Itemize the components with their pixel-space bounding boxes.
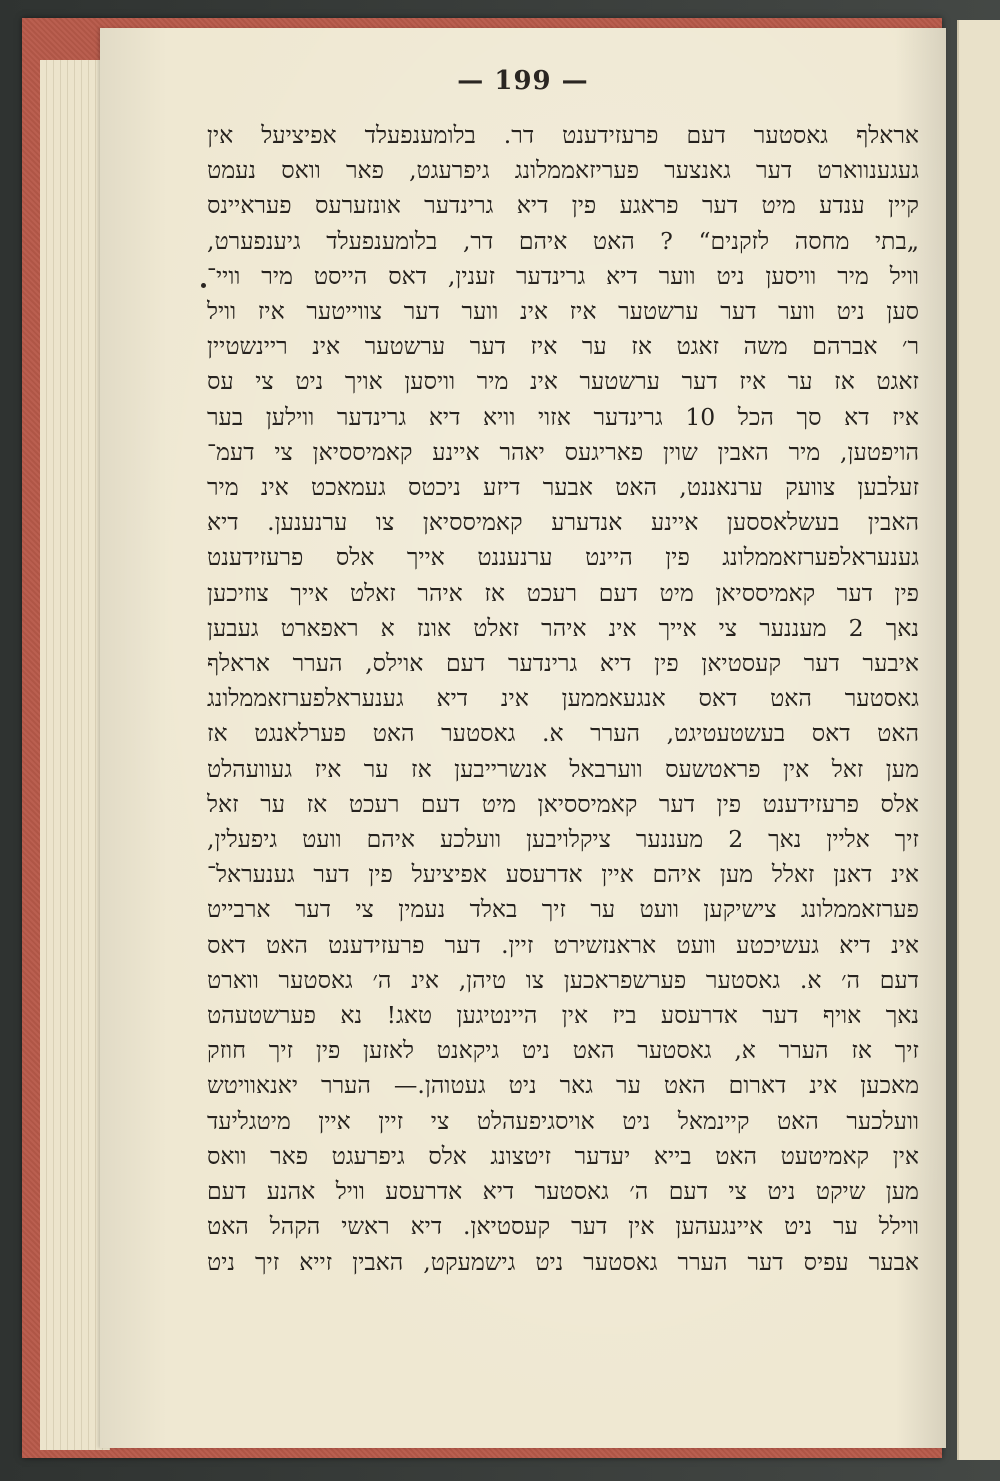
text-line: נאך אויף דער אדרעסע ביז אין היינטיגען טאג! נא פערשטעהט <box>207 1001 919 1030</box>
text-line: האט דאס בעשטעטיגט, הערר א. גאסטער האט פערלאנגט אז <box>207 719 919 748</box>
text-line: ווילל ער ניט איינגעהען אין דער קעסטיאן. דיא ראשי הקהל האט <box>207 1212 919 1241</box>
text-line: פערזאממלונג צישיקען וועט ער זיך באלד נעמין צי דער ארבייט <box>207 895 919 924</box>
text-line: איז דא סך הכל 10 גרינדער אזוי וויא דיא גרינדער ווילען בער <box>207 402 919 431</box>
text-line: אראלף גאסטער דעם פרעזידענט דר. בלומענפעלד אפיציעל אין <box>207 121 919 149</box>
text-line: אבער עפיס דער הערר גאסטער ניט גישמעקט, האבין זייא זיך ניט <box>207 1247 919 1276</box>
text-line: אלס פרעזידענט פין דער קאמיססיאן מיט דעם רעכט אז ער זאל <box>207 789 919 818</box>
text-line: נאך 2 מעננער צי אייך אינ איהר זאלט אונז א ראפארט געבען <box>207 613 919 642</box>
text-line: דעם ה׳ א. גאסטער פערשפראכען צו טיהן, אינ ה׳ גאסטער ווארט <box>207 965 919 994</box>
text-line: זיך אז הערר א, גאסטער האט ניט גיקאנט לאזען פין זיך חוזק <box>207 1036 919 1065</box>
text-line: איבער דער קעסטיאן פין דיא גרינדער דעם אוילס, הערר אראלף <box>207 649 919 678</box>
text-line: גענעראלפערזאממלונג פין היינט ערנעננט אייך אלס פרעזידענט <box>207 543 919 572</box>
text-line: „בתי מחסה לזקנים“ ? האט איהם דר, בלומענפעלד גיענפערט, <box>207 226 919 255</box>
page-number: — 199 — <box>457 66 589 96</box>
text-line: הויפטען, מיר האבין שוין פאריגעס יאהר איינע קאמיססיאן צי דעמ־ <box>207 437 919 466</box>
text-line: האבין בעשלאססען איינע אנדערע קאמיססיאן צו ערנענען. דיא <box>207 508 919 537</box>
text-line: אין קאמיטעט האט בייא יעדער זיטצונג אלס גיפרעגט פאר וואס <box>207 1141 919 1170</box>
text-line: געגענווארט דער גאנצער פעריזאממלונג גיפרעגט, פאר וואס נעמט <box>207 156 919 185</box>
text-line: מען שיקט ניט צי דעם ה׳ גאסטער דיא אדרעסע וויל אהנע דעם <box>207 1177 919 1206</box>
facing-page-edge <box>957 20 1000 1460</box>
text-line: אינ דאנן זאלל מען איהם איין אדרעסע אפיציעל פין דער גענעראל־ <box>207 860 919 889</box>
text-line: ר׳ אברהם משה זאגט אז ער איז דער ערשטער אינ ריינשטיין <box>207 332 919 361</box>
text-line: קיין ענדע מיט דער פראגע פין דיא גרינדער אונזערעס פעראיינס <box>207 191 919 220</box>
text-line: פין דער קאמיססיאן מיט דעם רעכט אז איהר זאלט אייך צוזיכען <box>207 578 919 607</box>
text-line: מען זאל אין פראטשעס ווערבאל אנשרייבען אז ער איז געוועהלט <box>207 754 919 783</box>
text-line: סען ניט ווער דער ערשטער איז אינ ווער דער צווייטער איז וויל <box>207 297 919 326</box>
book-page <box>100 28 946 1448</box>
margin-dot <box>201 283 206 288</box>
text-line: גאסטער האט דאס אנגעאממען אינ דיא גענעראלפערזאממלונג <box>207 684 919 713</box>
text-line: מאכען אינ דארום האט ער גאר ניט געטוהן.— הערר יאנאוויטש <box>207 1071 919 1100</box>
body-text <box>207 118 919 1280</box>
text-line: זעלבען צוועק ערנאננט, האט אבער דיזע ניכטס געמאכט אינ מיר <box>207 473 919 502</box>
text-line: וויל מיר וויסען ניט ווער דיא גרינדער זענין, דאס הייסט מיר וויי־ <box>207 261 919 290</box>
text-line: אינ דיא געשיכטע וועט אראנזשירט זיין. דער פרעזידענט האט דאס <box>207 930 919 959</box>
text-line: וועלכער האט קיינמאל ניט אויסגיפעהלט צי זיין איין מיטגליעד <box>207 1106 919 1135</box>
text-line: זיך אליין נאך 2 מעננער ציקלויבען וועלכע איהם וועט גיפעלין, <box>207 825 919 854</box>
text-line: זאגט אז ער איז דער ערשטער אינ מיר וויסען אויך ניט צי עס <box>207 367 919 396</box>
